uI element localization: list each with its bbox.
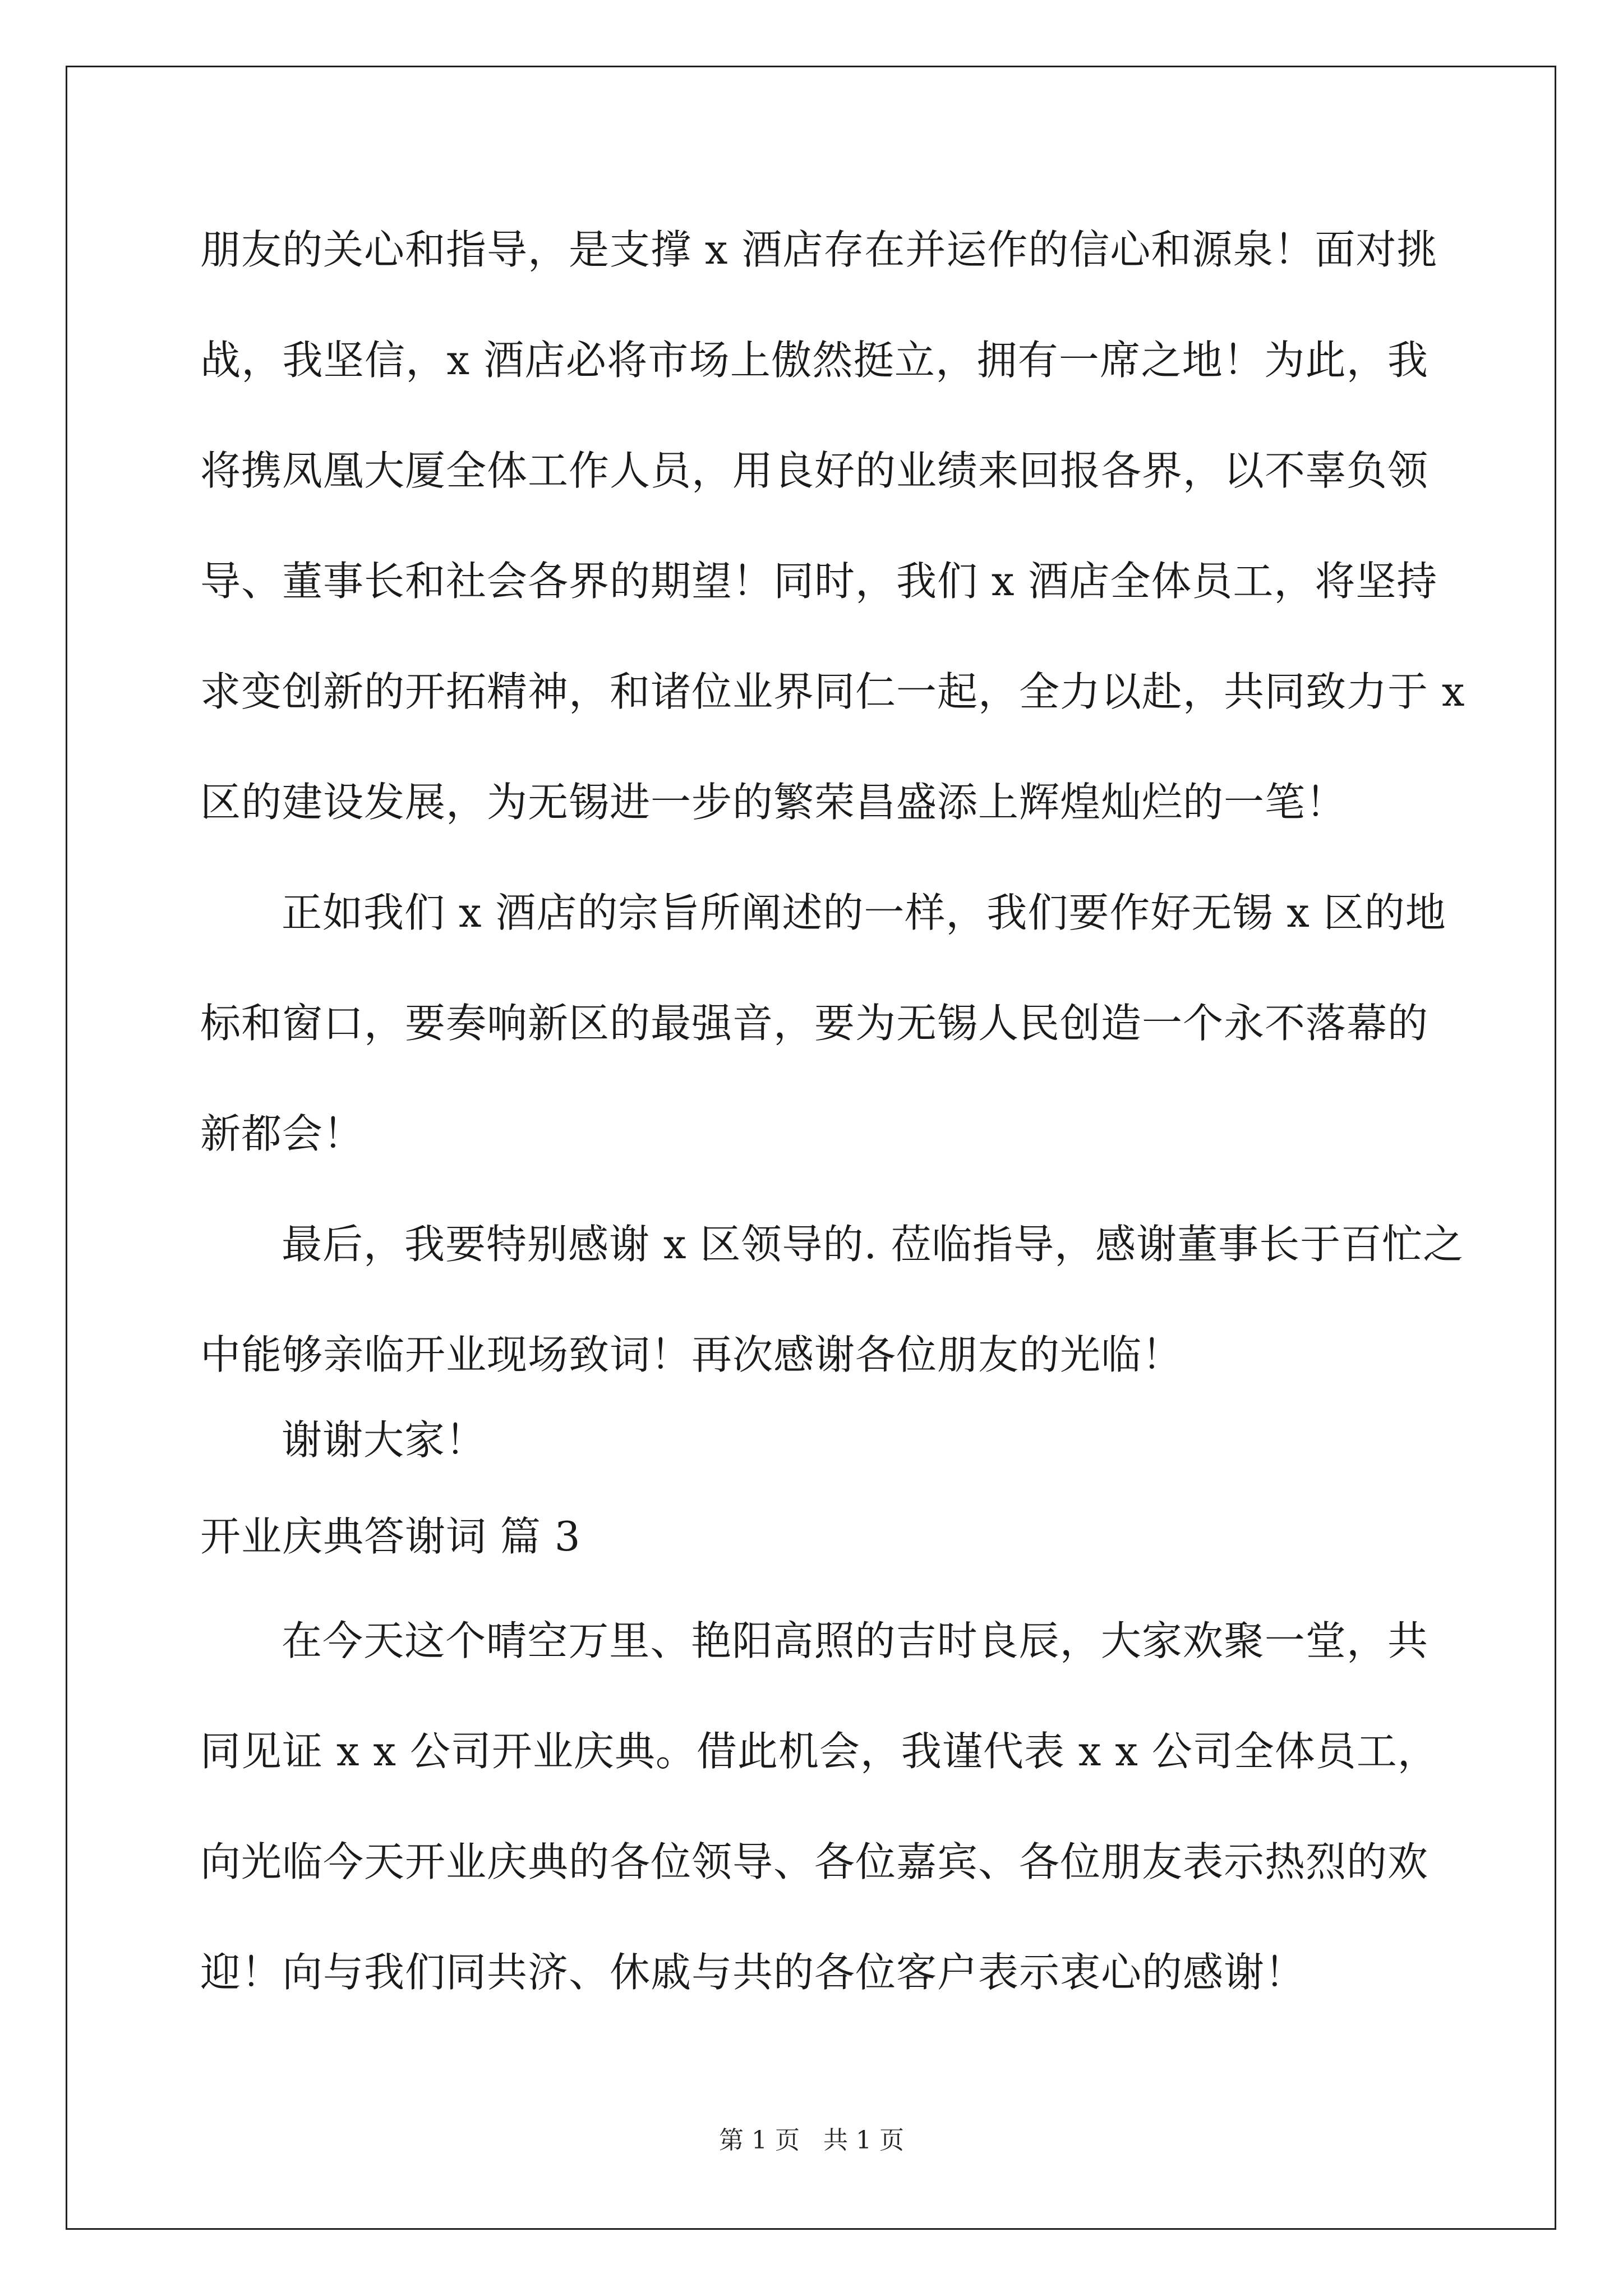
paragraph-first-line: 在今天这个晴空万里、艳阳高照的吉时良辰，大家欢聚一堂，共: [282, 1617, 1428, 1664]
text-line: 标和窗口，要奏响新区的最强音，要为无锡人民创造一个永不落幕的: [200, 1000, 1429, 1047]
text-line: 新都会！: [200, 1110, 365, 1157]
text-line: 向光临今天开业庆典的各位领导、各位嘉宾、各位朋友表示热烈的欢: [200, 1838, 1429, 1885]
section-heading: 开业庆典答谢词 篇 3: [200, 1513, 581, 1560]
closing-line: 谢谢大家！: [282, 1416, 487, 1464]
text-line: 同见证 x x 公司开业庆典。借此机会，我谨代表 x x 公司全体员工，: [200, 1728, 1438, 1775]
text-line: 朋友的关心和指导，是支撑 x 酒店存在并运作的信心和源泉！面对挑: [200, 226, 1438, 273]
text-line: 中能够亲临开业现场致词！再次感谢各位朋友的光临！: [200, 1331, 1183, 1378]
text-line: 迎！向与我们同共济、休戚与共的各位客户表示衷心的感谢！: [200, 1949, 1306, 1996]
text-line: 将携凤凰大厦全体工作人员，用良好的业绩来回报各界，以不辜负领: [200, 447, 1429, 494]
text-line: 求变创新的开拓精神，和诸位业界同仁一起，全力以赴，共同致力于 x: [200, 668, 1465, 715]
page-footer: 第 1 页 共 1 页: [719, 2126, 904, 2155]
text-line: 战，我坚信，x 酒店必将市场上傲然挺立，拥有一席之地！为此，我: [200, 337, 1428, 384]
text-line: 导、董事长和社会各界的期望！同时，我们 x 酒店全体员工，将坚持: [200, 558, 1438, 605]
paragraph-first-line: 最后，我要特别感谢 x 区领导的. 莅临指导，感谢董事长于百忙之: [282, 1221, 1464, 1268]
text-line: 区的建设发展，为无锡进一步的繁荣昌盛添上辉煌灿烂的一笔！: [200, 779, 1347, 826]
paragraph-first-line: 正如我们 x 酒店的宗旨所阐述的一样，我们要作好无锡 x 区的地: [282, 889, 1446, 936]
